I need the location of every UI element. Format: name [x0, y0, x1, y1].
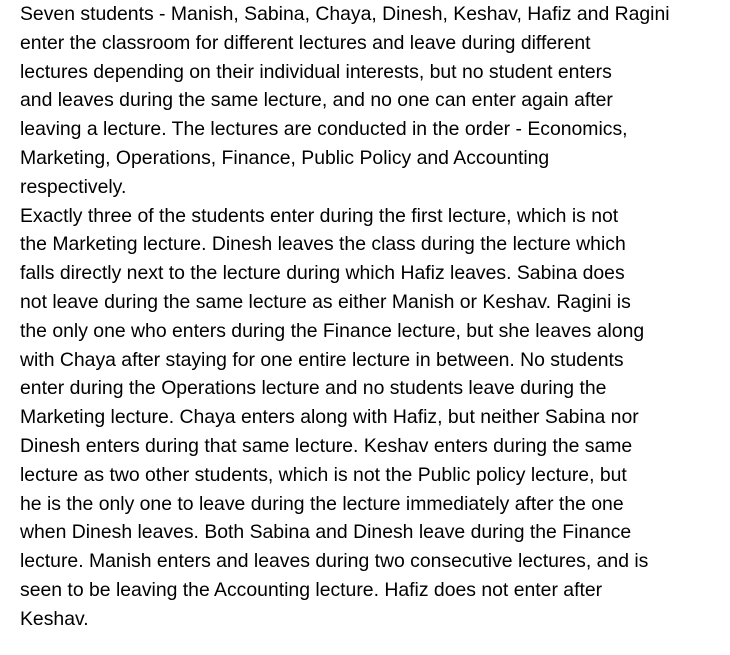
- puzzle-passage: [20, 0, 725, 634]
- passage-paragraph-clues: Exactly three of the students enter during the first lecture, which is not the Marketing lecture. Dinesh leaves the class during the lecture which falls directly next to the lecture during which Hafiz leaves. Sabina does not leave during the same lecture as either Manish or Keshav. Ragini is the only one who enters during the Finance lecture, but she leaves along with Chaya after staying for one entire lecture in between. No students enter during the Operations lecture and no students leave during the Marketing lecture. Chaya enters along with Hafiz, but neither Sabina nor Dinesh enters during that same lecture. Keshav enters during the same lecture as two other students, which is not the Public policy lecture, but he is the only one to leave during the lecture immediately after the one when Dinesh leaves. Both Sabina and Dinesh leave during the Finance lecture. Manish enters and leaves during two consecutive lectures, and is seen to be leaving the Accounting lecture. Hafiz does not enter after Keshav.: [20, 204, 649, 630]
- passage-paragraph-intro: Seven students - Manish, Sabina, Chaya, Dinesh, Keshav, Hafiz and Ragini enter the classroom for different lectures and leave during different lectures depending on their individual interests, but no student enters and leaves during the same lecture, and no one can enter again after leaving a lecture. The lectures are conducted in the order - Economics, Marketing, Operations, Finance, Public Policy and Accounting respectively.: [20, 3, 670, 198]
